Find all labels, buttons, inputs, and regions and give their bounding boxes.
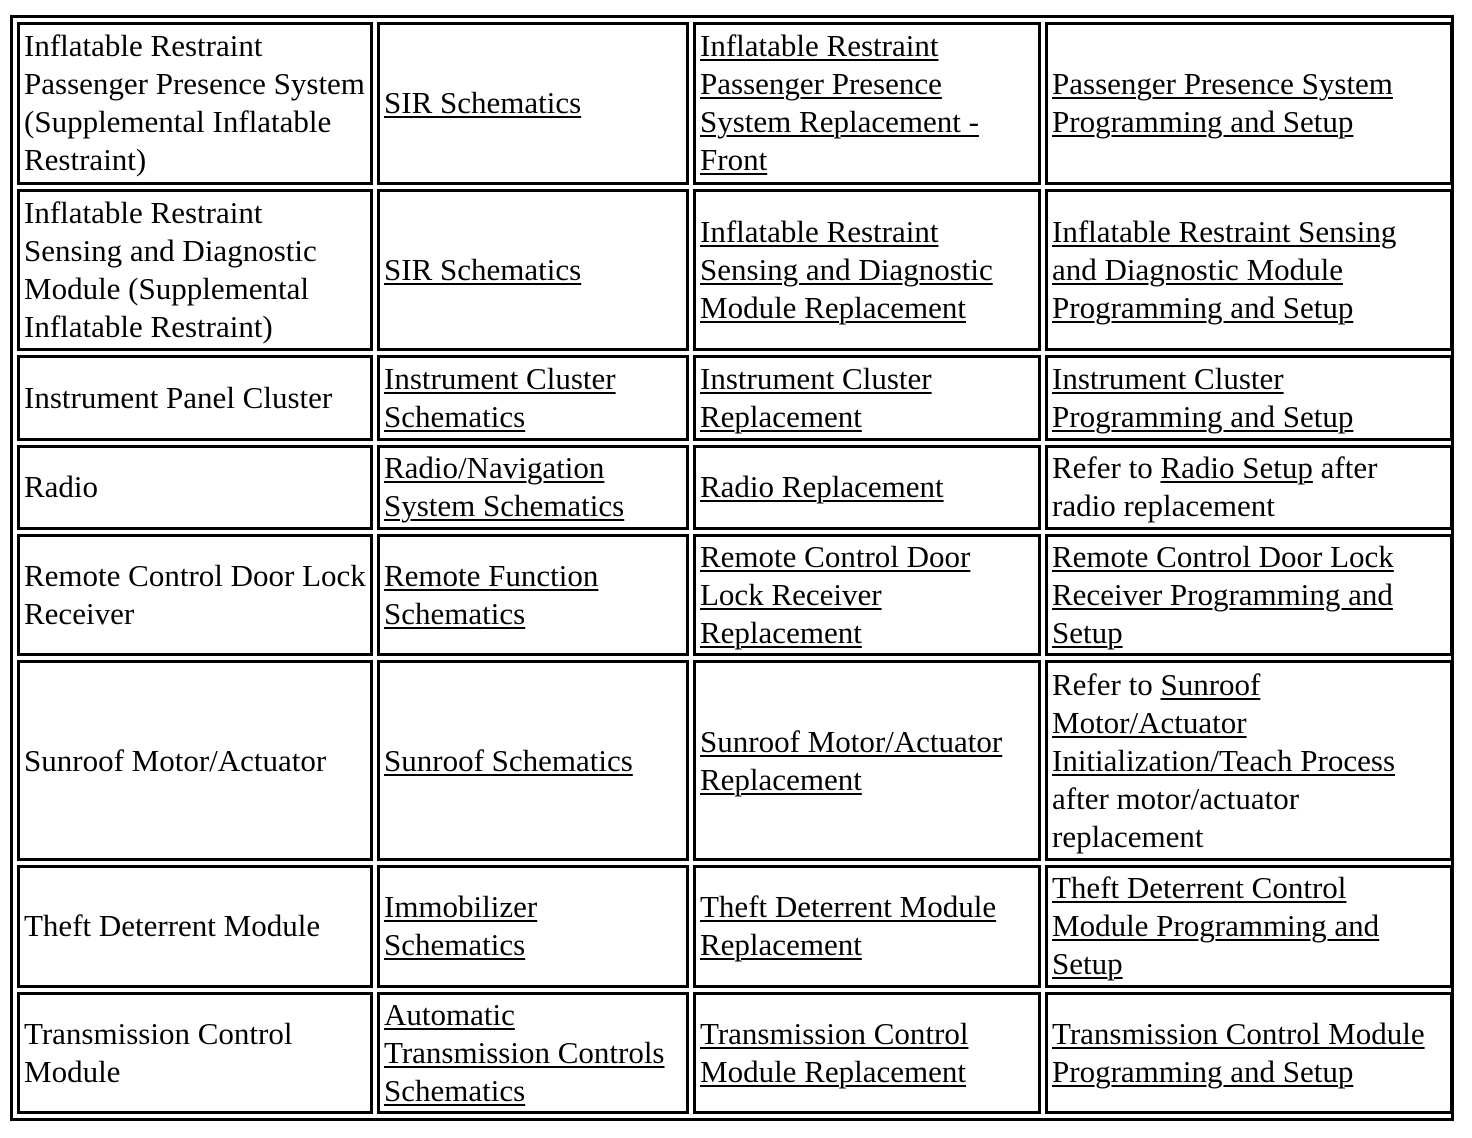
replacement-cell (693, 992, 1041, 1115)
schematic-cell (377, 992, 689, 1115)
schematic-link[interactable]: SIR Schematics (384, 251, 582, 287)
replacement-cell (693, 660, 1041, 861)
setup-suffix-text: after radio replacement (1052, 450, 1378, 524)
replacement-cell (693, 534, 1041, 656)
setup-cell (1045, 865, 1453, 987)
component-name: Radio (24, 469, 99, 505)
replacement-cell (693, 445, 1041, 530)
table-row (17, 660, 1453, 861)
setup-cell (1045, 534, 1453, 656)
schematic-cell (377, 660, 689, 861)
table-row (17, 22, 1453, 185)
component-cell (17, 355, 373, 440)
schematic-link[interactable]: Sunroof Schematics (384, 742, 633, 778)
module-reference-table (13, 18, 1457, 1118)
replacement-link[interactable]: Transmission Control Module Replacement (700, 1015, 969, 1089)
component-cell (17, 992, 373, 1115)
schematic-link[interactable]: Automatic Transmission Controls Schematics (384, 996, 665, 1108)
component-cell (17, 865, 373, 987)
component-name: Theft Deterrent Module (24, 908, 321, 944)
setup-link[interactable]: Passenger Presence System Programming and Setup (1052, 66, 1393, 140)
setup-cell (1045, 189, 1453, 352)
schematic-link[interactable]: Radio/Navigation System Schematics (384, 450, 625, 524)
setup-link[interactable]: Sunroof Motor/Actuator Initialization/Teach Process (1052, 666, 1396, 778)
setup-link[interactable]: Radio Setup (1160, 450, 1313, 486)
setup-link[interactable]: Transmission Control Module Programming and Setup (1052, 1015, 1425, 1089)
replacement-link[interactable]: Radio Replacement (700, 469, 944, 505)
setup-cell (1045, 660, 1453, 861)
setup-cell (1045, 992, 1453, 1115)
setup-cell (1045, 22, 1453, 185)
replacement-cell (693, 189, 1041, 352)
table-row (17, 445, 1453, 530)
table-row (17, 865, 1453, 987)
component-name: Inflatable Restraint Passenger Presence System (Supplemental Inflatable Restraint) (24, 28, 365, 178)
component-cell (17, 22, 373, 185)
setup-link[interactable]: Remote Control Door Lock Receiver Programming and Setup (1052, 539, 1394, 651)
component-cell (17, 660, 373, 861)
schematic-cell (377, 189, 689, 352)
schematic-link[interactable]: Immobilizer Schematics (384, 889, 538, 963)
component-cell (17, 534, 373, 656)
schematic-cell (377, 534, 689, 656)
replacement-cell (693, 22, 1041, 185)
replacement-link[interactable]: Remote Control Door Lock Receiver Replacement (700, 539, 971, 651)
table-row (17, 189, 1453, 352)
schematic-cell (377, 22, 689, 185)
replacement-link[interactable]: Inflatable Restraint Sensing and Diagnostic Module Replacement (700, 213, 993, 325)
component-name: Transmission Control Module (24, 1015, 293, 1089)
replacement-link[interactable]: Inflatable Restraint Passenger Presence System Replacement - Front (700, 28, 979, 178)
component-name: Inflatable Restraint Sensing and Diagnostic Module (Supplemental Inflatable Restraint) (24, 194, 317, 344)
schematic-link[interactable]: Remote Function Schematics (384, 558, 599, 632)
setup-link[interactable]: Theft Deterrent Control Module Programming and Setup (1052, 870, 1380, 982)
component-name: Remote Control Door Lock Receiver (24, 558, 366, 632)
table-row (17, 992, 1453, 1115)
setup-prefix-text: Refer to (1052, 666, 1161, 702)
schematic-cell (377, 865, 689, 987)
component-name: Sunroof Motor/Actuator (24, 742, 327, 778)
schematic-link[interactable]: Instrument Cluster Schematics (384, 360, 616, 434)
component-name: Instrument Panel Cluster (24, 379, 333, 415)
setup-prefix-text: Refer to (1052, 450, 1161, 486)
setup-link[interactable]: Inflatable Restraint Sensing and Diagnostic Module Programming and Setup (1052, 213, 1397, 325)
schematic-cell (377, 445, 689, 530)
schematic-link[interactable]: SIR Schematics (384, 85, 582, 121)
setup-cell (1045, 445, 1453, 530)
schematic-cell (377, 355, 689, 440)
table-row (17, 534, 1453, 656)
replacement-link[interactable]: Instrument Cluster Replacement (700, 360, 932, 434)
setup-suffix-text: after motor/actuator replacement (1052, 780, 1300, 854)
replacement-link[interactable]: Sunroof Motor/Actuator Replacement (700, 723, 1003, 797)
replacement-link[interactable]: Theft Deterrent Module Replacement (700, 889, 997, 963)
replacement-cell (693, 865, 1041, 987)
setup-link[interactable]: Instrument Cluster Programming and Setup (1052, 360, 1354, 434)
module-reference-table-frame (10, 15, 1454, 1121)
setup-cell (1045, 355, 1453, 440)
table-row (17, 355, 1453, 440)
replacement-cell (693, 355, 1041, 440)
component-cell (17, 189, 373, 352)
component-cell (17, 445, 373, 530)
